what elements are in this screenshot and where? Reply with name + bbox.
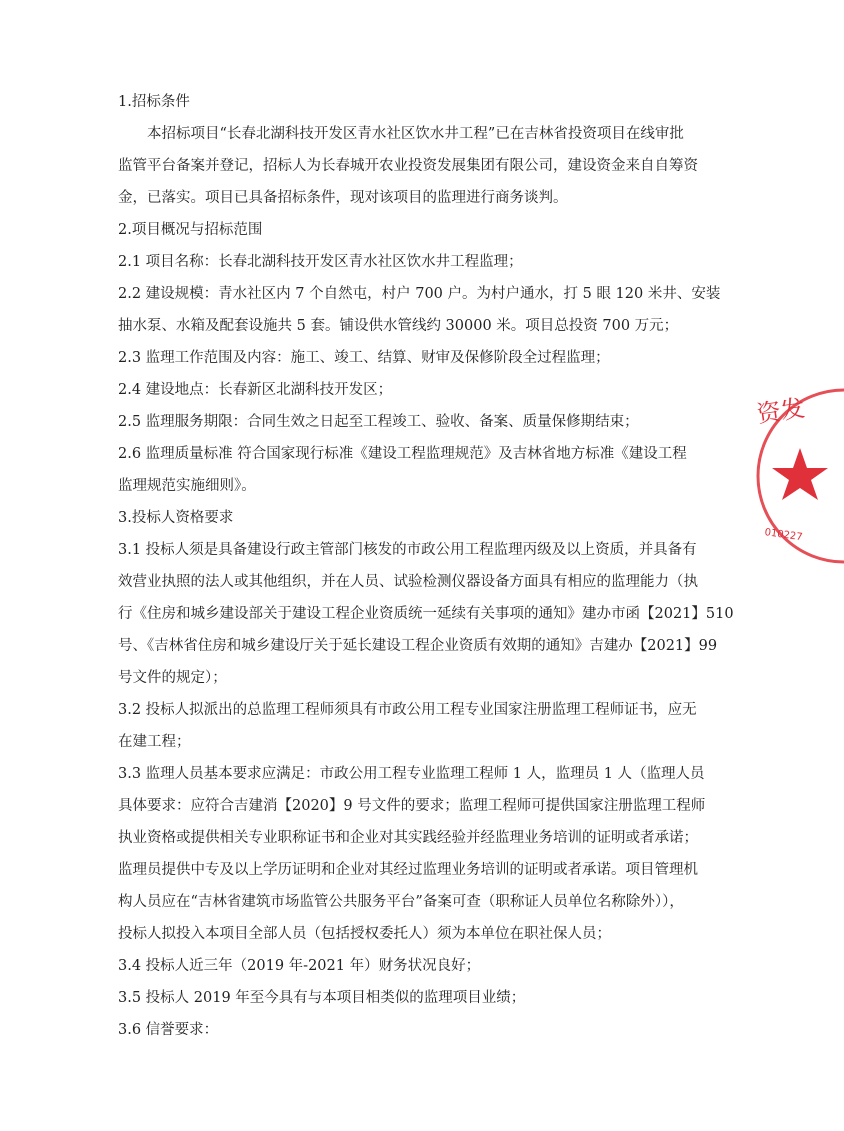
paragraph-line: 3.6 信誉要求： xyxy=(118,1022,219,1038)
paragraph-line: 3.3 监理人员基本要求应满足：市政公用工程专业监理工程师 1 人，监理员 1 人（监理人员 xyxy=(118,766,705,782)
document-body xyxy=(118,92,734,1052)
paragraph-line: 号文件的规定）； xyxy=(118,670,227,686)
paragraph-line: 3.4 投标人近三年（2019 年-2021 年）财务状况良好； xyxy=(118,958,481,974)
section-heading: 3.投标人资格要求 xyxy=(118,510,234,526)
paragraph-line: 2.3 监理工作范围及内容：施工、竣工、结算、财审及保修阶段全过程监理； xyxy=(118,350,610,366)
paragraph-line: 金，已落实。项目已具备招标条件，现对该项目的监理进行商务谈判。 xyxy=(118,190,568,206)
seal-bottom-text: 010227 xyxy=(763,527,804,544)
paragraph-line: 监理规范实施细则》。 xyxy=(118,478,256,494)
paragraph-line: 2.2 建设规模：青水社区内 7 个自然屯，村户 700 户。为村户通水，打 5 眼 120 米井、安装 xyxy=(118,286,721,302)
paragraph-line: 效营业执照的法人或其他组织，并在人员、试验检测仪器设备方面具有相应的监理能力（执 xyxy=(118,574,698,590)
paragraph-line: 投标人拟投入本项目全部人员（包括授权委托人）须为本单位在职社保人员； xyxy=(118,926,611,942)
section-heading: 2.项目概况与招标范围 xyxy=(118,222,263,238)
seal-star-icon xyxy=(772,448,828,500)
paragraph-line: 2.1 项目名称：长春北湖科技开发区青水社区饮水井工程监理； xyxy=(118,254,523,270)
paragraph-line: 抽水泵、水箱及配套设施共 5 套。铺设供水管线约 30000 米。项目总投资 700 万元； xyxy=(118,318,679,334)
paragraph-line: 行《住房和城乡建设部关于建设工程企业资质统一延续有关事项的通知》建办市函【2021】510 xyxy=(118,606,734,622)
paragraph-line: 在建工程； xyxy=(118,734,191,750)
seal-graphic xyxy=(756,386,844,566)
paragraph-line: 2.5 监理服务期限：合同生效之日起至工程竣工、验收、备案、质量保修期结束； xyxy=(118,414,639,430)
paragraph-line: 号、《吉林省住房和城乡建设厅关于延长建设工程企业资质有效期的通知》吉建办【2021】99 xyxy=(118,638,718,654)
paragraph-line: 执业资格或提供相关专业职称证书和企业对其实践经验并经监理业务培训的证明或者承诺； xyxy=(118,830,698,846)
paragraph-line: 3.1 投标人须是具备建设行政主管部门核发的市政公用工程监理丙级及以上资质，并具备有 xyxy=(118,542,697,558)
paragraph-line: 具体要求：应符合吉建消【2020】9 号文件的要求；监理工程师可提供国家注册监理工程师 xyxy=(118,798,706,814)
section-heading: 1.招标条件 xyxy=(118,94,190,110)
seal-top-text: 资发 xyxy=(755,394,807,429)
paragraph-line: 监管平台备案并登记，招标人为长春城开农业投资发展集团有限公司，建设资金来自自筹资 xyxy=(118,158,698,174)
paragraph-line: 3.2 投标人拟派出的总监理工程师须具有市政公用工程专业国家注册监理工程师证书，应无 xyxy=(118,702,697,718)
paragraph-line: 2.4 建设地点：长春新区北湖科技开发区； xyxy=(118,382,393,398)
paragraph-line: 本招标项目“长春北湖科技开发区青水社区饮水井工程”已在吉林省投资项目在线审批 xyxy=(147,126,684,142)
paragraph-line: 构人员应在“吉林省建筑市场监管公共服务平台”备案可查（职称证人员单位名称除外））， xyxy=(118,894,684,910)
paragraph-line: 3.5 投标人 2019 年至今具有与本项目相类似的监理项目业绩； xyxy=(118,990,526,1006)
paragraph-line: 监理员提供中专及以上学历证明和企业对其经过监理业务培训的证明或者承诺。项目管理机 xyxy=(118,862,698,878)
official-seal xyxy=(756,386,844,566)
paragraph-line: 2.6 监理质量标准 符合国家现行标准《建设工程监理规范》及吉林省地方标准《建设工程 xyxy=(118,446,687,462)
